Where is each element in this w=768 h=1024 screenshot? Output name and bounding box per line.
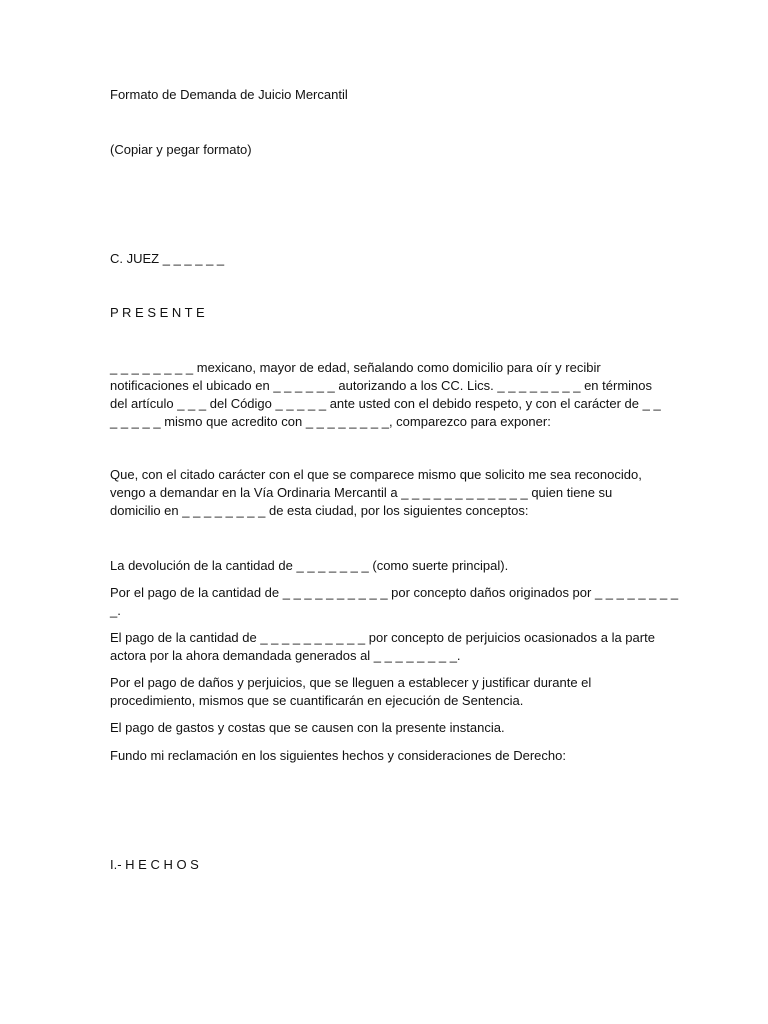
- claim-line: El pago de la cantidad de _ _ _ _ _ _ _ _ _ _ por concepto de perjuicios ocasionados a la parte: [110, 630, 655, 645]
- claim-item: La devolución de la cantidad de _ _ _ _ _ _ _ (como suerte principal).: [110, 558, 509, 573]
- document-note: (Copiar y pegar formato): [110, 142, 252, 157]
- claim-item: [110, 584, 679, 620]
- demand-paragraph: [110, 466, 658, 520]
- claim-item: [110, 629, 658, 665]
- intro-line: del artículo _ _ _ del Código _ _ _ _ _ ante usted con el debido respeto, y con el carácter de _ _: [110, 396, 661, 411]
- claim-item: El pago de gastos y costas que se causen con la presente instancia.: [110, 720, 505, 735]
- grounds-statement: Fundo mi reclamación en los siguientes hechos y consideraciones de Derecho:: [110, 748, 566, 763]
- intro-line: _ _ _ _ _ mismo que acredito con _ _ _ _ _ _ _ _, comparezco para exponer:: [110, 414, 551, 429]
- hechos-heading: I.- H E C H O S: [110, 857, 199, 872]
- presente-heading: P R E S E N T E: [110, 305, 205, 320]
- intro-line: notificaciones el ubicado en _ _ _ _ _ _ autorizando a los CC. Lics. _ _ _ _ _ _ _ _ en términos: [110, 378, 653, 393]
- claim-line: Por el pago de daños y perjuicios, que se lleguen a establecer y justificar durante el: [110, 675, 592, 690]
- intro-line: _ _ _ _ _ _ _ _ mexicano, mayor de edad, señalando como domicilio para oír y recibir: [110, 360, 601, 375]
- claim-item: [110, 674, 658, 710]
- document-title: Formato de Demanda de Juicio Mercantil: [110, 87, 348, 102]
- claim-line: Por el pago de la cantidad de _ _ _ _ _ _ _ _ _ _ por concepto daños originados por _ _ _ _ _ _ _ _: [110, 585, 679, 600]
- intro-paragraph: [110, 359, 661, 431]
- addressee: C. JUEZ _ _ _ _ _ _: [110, 251, 225, 266]
- demand-line: vengo a demandar en la Vía Ordinaria Mercantil a _ _ _ _ _ _ _ _ _ _ _ _ quien tiene su: [110, 485, 613, 500]
- demand-line: Que, con el citado carácter con el que se comparece mismo que solicito me sea reconocido,: [110, 467, 642, 482]
- claim-line: actora por la ahora demandada generados al _ _ _ _ _ _ _ _.: [110, 648, 461, 663]
- claim-line: procedimiento, mismos que se cuantificarán en ejecución de Sentencia.: [110, 693, 524, 708]
- claim-line: _.: [110, 603, 121, 618]
- demand-line: domicilio en _ _ _ _ _ _ _ _ de esta ciudad, por los siguientes conceptos:: [110, 503, 529, 518]
